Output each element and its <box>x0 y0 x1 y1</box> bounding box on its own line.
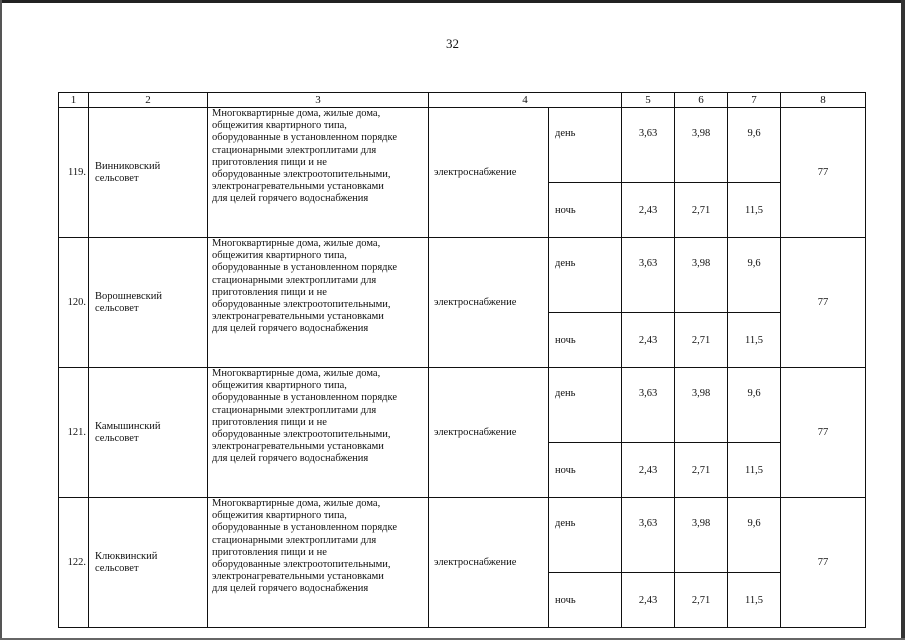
service-type: электроснабжение <box>429 498 549 628</box>
description-line: оборудованные электроотопительными, <box>212 559 391 571</box>
description-line: оборудованные электроотопительными, <box>212 299 391 311</box>
description-line: для целей горячего водоснабжения <box>212 193 369 205</box>
row-number: 122. <box>59 498 89 628</box>
value-col-6-night: 2,71 <box>675 183 728 238</box>
tariff-table <box>58 92 866 628</box>
description-line: для целей горячего водоснабжения <box>212 323 369 335</box>
value-col-5-night: 2,43 <box>622 183 675 238</box>
value-col-6-day: 3,98 <box>675 498 728 573</box>
value-col-5-day: 3,63 <box>622 238 675 313</box>
description-line: для целей горячего водоснабжения <box>212 583 369 595</box>
value-col-6-day: 3,98 <box>675 238 728 313</box>
row-number: 121. <box>59 368 89 498</box>
settlement-name-line: сельсовет <box>95 562 139 574</box>
table-row <box>59 108 866 183</box>
settlement-name <box>89 238 208 368</box>
description-line: Многоквартирные дома, жилые дома, <box>212 238 381 249</box>
header-col-6: 6 <box>675 93 728 108</box>
description-line: приготовления пищи и не <box>212 546 327 558</box>
scan-edge-left <box>0 0 2 640</box>
header-col-3: 3 <box>208 93 429 108</box>
value-col-8: 77 <box>781 108 866 238</box>
settlement-name-line: сельсовет <box>95 432 139 444</box>
period-night-label: ночь <box>549 443 622 498</box>
value-col-6-day: 3,98 <box>675 108 728 183</box>
value-col-7-day: 9,6 <box>728 498 781 573</box>
description-line: общежития квартирного типа, <box>212 120 347 132</box>
description-line: Многоквартирные дома, жилые дома, <box>212 368 381 379</box>
settlement-name <box>89 498 208 628</box>
consumer-description <box>208 238 429 368</box>
scan-edge-top <box>0 0 905 3</box>
service-type: электроснабжение <box>429 368 549 498</box>
settlement-name-line: Клюквинский <box>95 550 158 562</box>
description-line: Многоквартирные дома, жилые дома, <box>212 498 381 509</box>
header-col-8: 8 <box>781 93 866 108</box>
value-col-7-day: 9,6 <box>728 238 781 313</box>
service-type: электроснабжение <box>429 238 549 368</box>
consumer-description <box>208 368 429 498</box>
value-col-7-day: 9,6 <box>728 368 781 443</box>
period-night-label: ночь <box>549 313 622 368</box>
settlement-name <box>89 368 208 498</box>
header-col-1: 1 <box>59 93 89 108</box>
row-number: 119. <box>59 108 89 238</box>
description-line: общежития квартирного типа, <box>212 250 347 262</box>
period-day-label: день <box>549 108 622 183</box>
description-line: стационарными электроплитами для <box>212 274 377 286</box>
consumer-description <box>208 498 429 628</box>
description-line: общежития квартирного типа, <box>212 380 347 392</box>
description-line: оборудованные в установленном порядке <box>212 262 398 274</box>
value-col-6-night: 2,71 <box>675 573 728 628</box>
settlement-name-line: сельсовет <box>95 302 139 314</box>
period-night-label: ночь <box>549 183 622 238</box>
value-col-7-night: 11,5 <box>728 183 781 238</box>
settlement-name <box>89 108 208 238</box>
row-number: 120. <box>59 238 89 368</box>
description-line: оборудованные в установленном порядке <box>212 132 398 144</box>
consumer-description <box>208 108 429 238</box>
description-line: электронагревательными установками <box>212 181 384 193</box>
table-row <box>59 238 866 313</box>
page-number: 32 <box>446 36 459 51</box>
table-row <box>59 368 866 443</box>
description-line: приготовления пищи и не <box>212 416 327 428</box>
value-col-7-day: 9,6 <box>728 108 781 183</box>
header-row <box>59 93 866 108</box>
settlement-name-line: Камышинский <box>95 420 161 432</box>
settlement-name-line: Винниковский <box>95 160 161 172</box>
value-col-8: 77 <box>781 498 866 628</box>
description-line: оборудованные в установленном порядке <box>212 392 398 404</box>
description-line: приготовления пищи и не <box>212 156 327 168</box>
value-col-5-day: 3,63 <box>622 368 675 443</box>
value-col-7-night: 11,5 <box>728 573 781 628</box>
value-col-6-night: 2,71 <box>675 443 728 498</box>
description-line: стационарными электроплитами для <box>212 404 377 416</box>
header-col-4: 4 <box>429 93 622 108</box>
value-col-6-day: 3,98 <box>675 368 728 443</box>
value-col-7-night: 11,5 <box>728 443 781 498</box>
value-col-8: 77 <box>781 368 866 498</box>
settlement-name-line: Ворошневский <box>95 290 163 302</box>
scan-edge-right <box>901 0 905 640</box>
description-line: Многоквартирные дома, жилые дома, <box>212 108 381 119</box>
period-night-label: ночь <box>549 573 622 628</box>
description-line: электронагревательными установками <box>212 311 384 323</box>
value-col-5-night: 2,43 <box>622 443 675 498</box>
description-line: стационарными электроплитами для <box>212 144 377 156</box>
description-line: оборудованные в установленном порядке <box>212 522 398 534</box>
value-col-7-night: 11,5 <box>728 313 781 368</box>
settlement-name-line: сельсовет <box>95 172 139 184</box>
description-line: для целей горячего водоснабжения <box>212 453 369 465</box>
service-type: электроснабжение <box>429 108 549 238</box>
value-col-6-night: 2,71 <box>675 313 728 368</box>
table-row <box>59 498 866 573</box>
period-day-label: день <box>549 368 622 443</box>
value-col-5-day: 3,63 <box>622 108 675 183</box>
value-col-5-night: 2,43 <box>622 313 675 368</box>
period-day-label: день <box>549 498 622 573</box>
value-col-5-night: 2,43 <box>622 573 675 628</box>
header-col-2: 2 <box>89 93 208 108</box>
header-col-7: 7 <box>728 93 781 108</box>
description-line: приготовления пищи и не <box>212 286 327 298</box>
description-line: электронагревательными установками <box>212 571 384 583</box>
description-line: оборудованные электроотопительными, <box>212 429 391 441</box>
value-col-5-day: 3,63 <box>622 498 675 573</box>
description-line: оборудованные электроотопительными, <box>212 169 391 181</box>
header-col-5: 5 <box>622 93 675 108</box>
description-line: стационарными электроплитами для <box>212 534 377 546</box>
description-line: общежития квартирного типа, <box>212 510 347 522</box>
description-line: электронагревательными установками <box>212 441 384 453</box>
value-col-8: 77 <box>781 238 866 368</box>
period-day-label: день <box>549 238 622 313</box>
